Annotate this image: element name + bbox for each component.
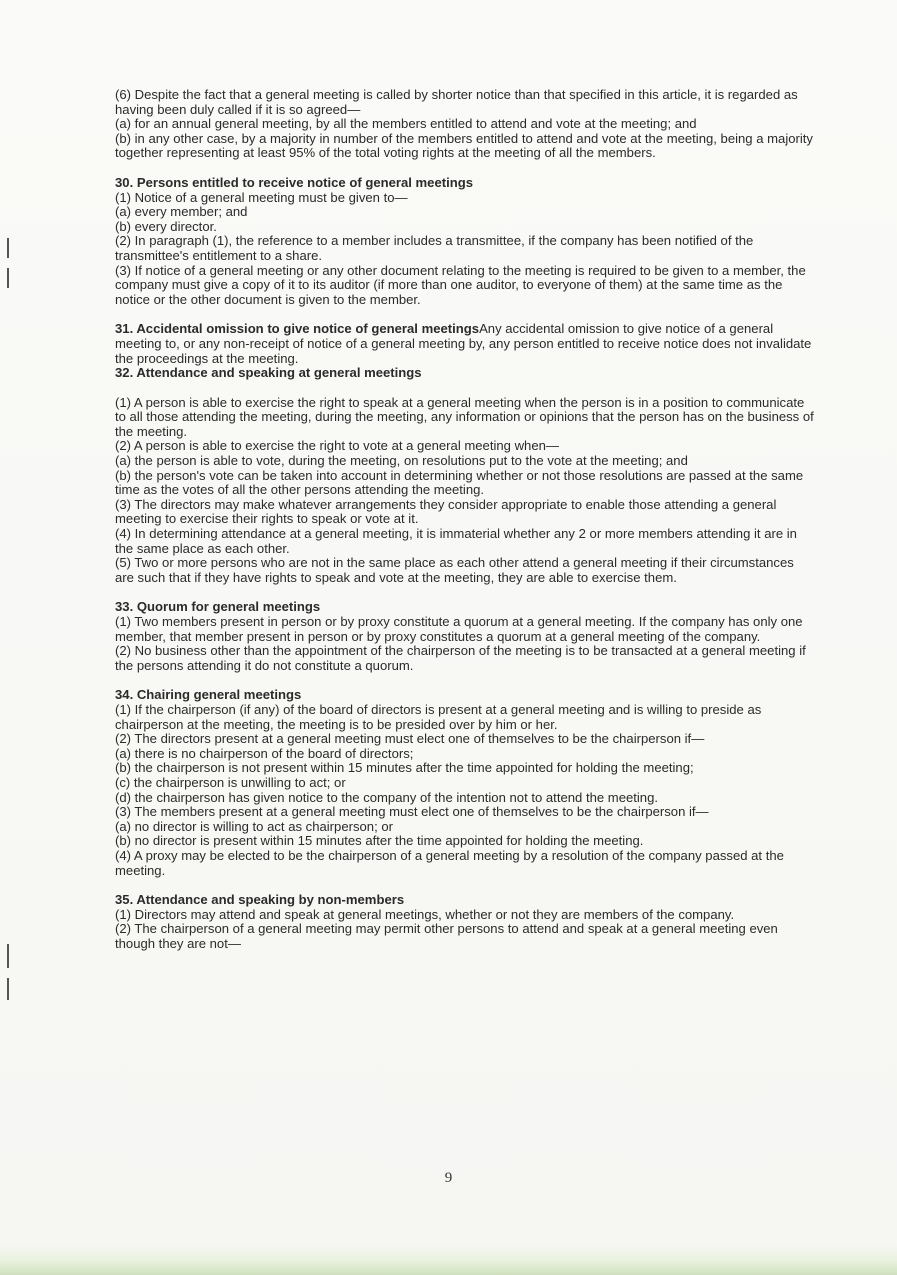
paragraph: (2) A person is able to exercise the right to vote at a general meeting when— <box>115 438 559 454</box>
page-number: 9 <box>444 1170 453 1186</box>
paragraph: (b) every director. <box>115 218 217 234</box>
paragraph: (1) Directors may attend and speak at general meetings, whether or not they are members of the company. <box>115 906 735 922</box>
block-gap <box>115 585 815 600</box>
paragraph: (a) no director is willing to act as chairperson; or <box>115 818 393 834</box>
paragraph: (a) for an annual general meeting, by all the members entitled to attend and vote at the meeting; and <box>115 116 697 132</box>
block-gap <box>115 161 815 176</box>
section-heading: 35. Attendance and speaking by non-members <box>115 892 405 908</box>
paragraph: (a) there is no chairperson of the board of directors; <box>115 745 414 761</box>
margin-mark <box>7 944 9 968</box>
paragraph: (3) The directors may make whatever arrangements they consider appropriate to enable those attending a general meeting to exercise their rights to speak or vote at it. <box>115 496 777 527</box>
paragraph: (2) In paragraph (1), the reference to a member includes a transmittee, if the company has been notified of the transmittee's entitlement to a share. <box>115 233 754 263</box>
section-heading: 31. Accidental omission to give notice of general meetings <box>115 321 480 337</box>
paragraph: (a) the person is able to vote, during the meeting, on resolutions put to the vote at the meeting; and <box>115 453 688 469</box>
paragraph: (b) no director is present within 15 minutes after the time appointed for holding the meeting. <box>115 833 644 849</box>
section-heading: 32. Attendance and speaking at general meetings <box>115 365 422 381</box>
section-inline-paragraph <box>115 322 815 366</box>
paragraph: (2) No business other than the appointment of the chairperson of the meeting is to be transacted at a general meeting if the persons attending it do not constitute a quorum. <box>115 643 806 673</box>
margin-mark <box>7 978 9 1000</box>
section-heading: 30. Persons entitled to receive notice of general meetings <box>115 174 474 190</box>
paragraph: (5) Two or more persons who are not in the same place as each other attend a general meeting if their circumstances are such that if they have rights to speak and vote at the meeting, they are able to exercise them. <box>115 555 794 585</box>
paragraph: (1) A person is able to exercise the right to speak at a general meeting when the person is in a position to communicate to all those attending the meeting, during the meeting, any information or opinions that the person has on the business of the meeting. <box>115 394 814 439</box>
block-gap <box>115 878 815 893</box>
paragraph: (1) Notice of a general meeting must be given to— <box>115 189 408 205</box>
margin-mark <box>7 238 9 258</box>
paragraph: (b) the chairperson is not present within 15 minutes after the time appointed for holding the meeting; <box>115 760 694 776</box>
paragraph: (1) Two members present in person or by proxy constitute a quorum at a general meeting. If the company has only one member, that member present in person or by proxy constitutes a quorum at a general meeting of the company. <box>115 614 803 644</box>
block-gap <box>115 307 815 322</box>
paragraph: (4) A proxy may be elected to be the chairperson of a general meeting by a resolution of the company passed at the meeting. <box>115 847 784 878</box>
paragraph: (4) In determining attendance at a general meeting, it is immaterial whether any 2 or more members attending it are in the same place as each other. <box>115 526 797 556</box>
paragraph: (6) Despite the fact that a general meeting is called by shorter notice than that specified in this article, it is regarded as having been duly called if it is so agreed— <box>115 87 798 117</box>
document-body <box>115 88 815 951</box>
paragraph: (b) in any other case, by a majority in number of the members entitled to attend and vote at the meeting, being a majority together representing at least 95% of the total voting rights at the meeting of all the members. <box>115 130 813 161</box>
block-gap <box>115 673 815 688</box>
margin-mark <box>7 268 9 288</box>
paragraph: (2) The chairperson of a general meeting may permit other persons to attend and speak at a general meeting even though they are not— <box>115 921 778 951</box>
section-heading: 33. Quorum for general meetings <box>115 599 321 615</box>
section-text: Any accidental omission to give notice of a general meeting to, or any non-receipt of notice of a general meeting by, any person entitled to receive notice does not invalidate the proceedings at the meeting. <box>115 321 812 366</box>
paragraph: (d) the chairperson has given notice to the company of the intention not to attend the meeting. <box>115 789 659 805</box>
section-heading: 34. Chairing general meetings <box>115 687 302 703</box>
paragraph: (b) the person's vote can be taken into account in determining whether or not those resolutions are passed at the same time as the votes of all the other persons attending the meeting. <box>115 467 804 498</box>
paragraph: (3) The members present at a general meeting must elect one of themselves to be the chairperson if— <box>115 804 709 820</box>
paragraph: (c) the chairperson is unwilling to act; or <box>115 774 346 790</box>
paragraph: (2) The directors present at a general meeting must elect one of themselves to be the chairperson if— <box>115 731 705 747</box>
paragraph: (1) If the chairperson (if any) of the board of directors is present at a general meeting and is willing to preside as chairperson at the meeting, the meeting is to be presided over by him or her. <box>115 701 762 732</box>
block-gap <box>115 381 815 396</box>
paragraph: (a) every member; and <box>115 204 248 220</box>
scan-edge <box>0 1245 897 1275</box>
paragraph: (3) If notice of a general meeting or any other document relating to the meeting is required to be given to a member, the company must give a copy of it to its auditor (if more than one auditor, to everyone of them) at the same time as the notice or the other document is given to the member. <box>115 262 806 307</box>
